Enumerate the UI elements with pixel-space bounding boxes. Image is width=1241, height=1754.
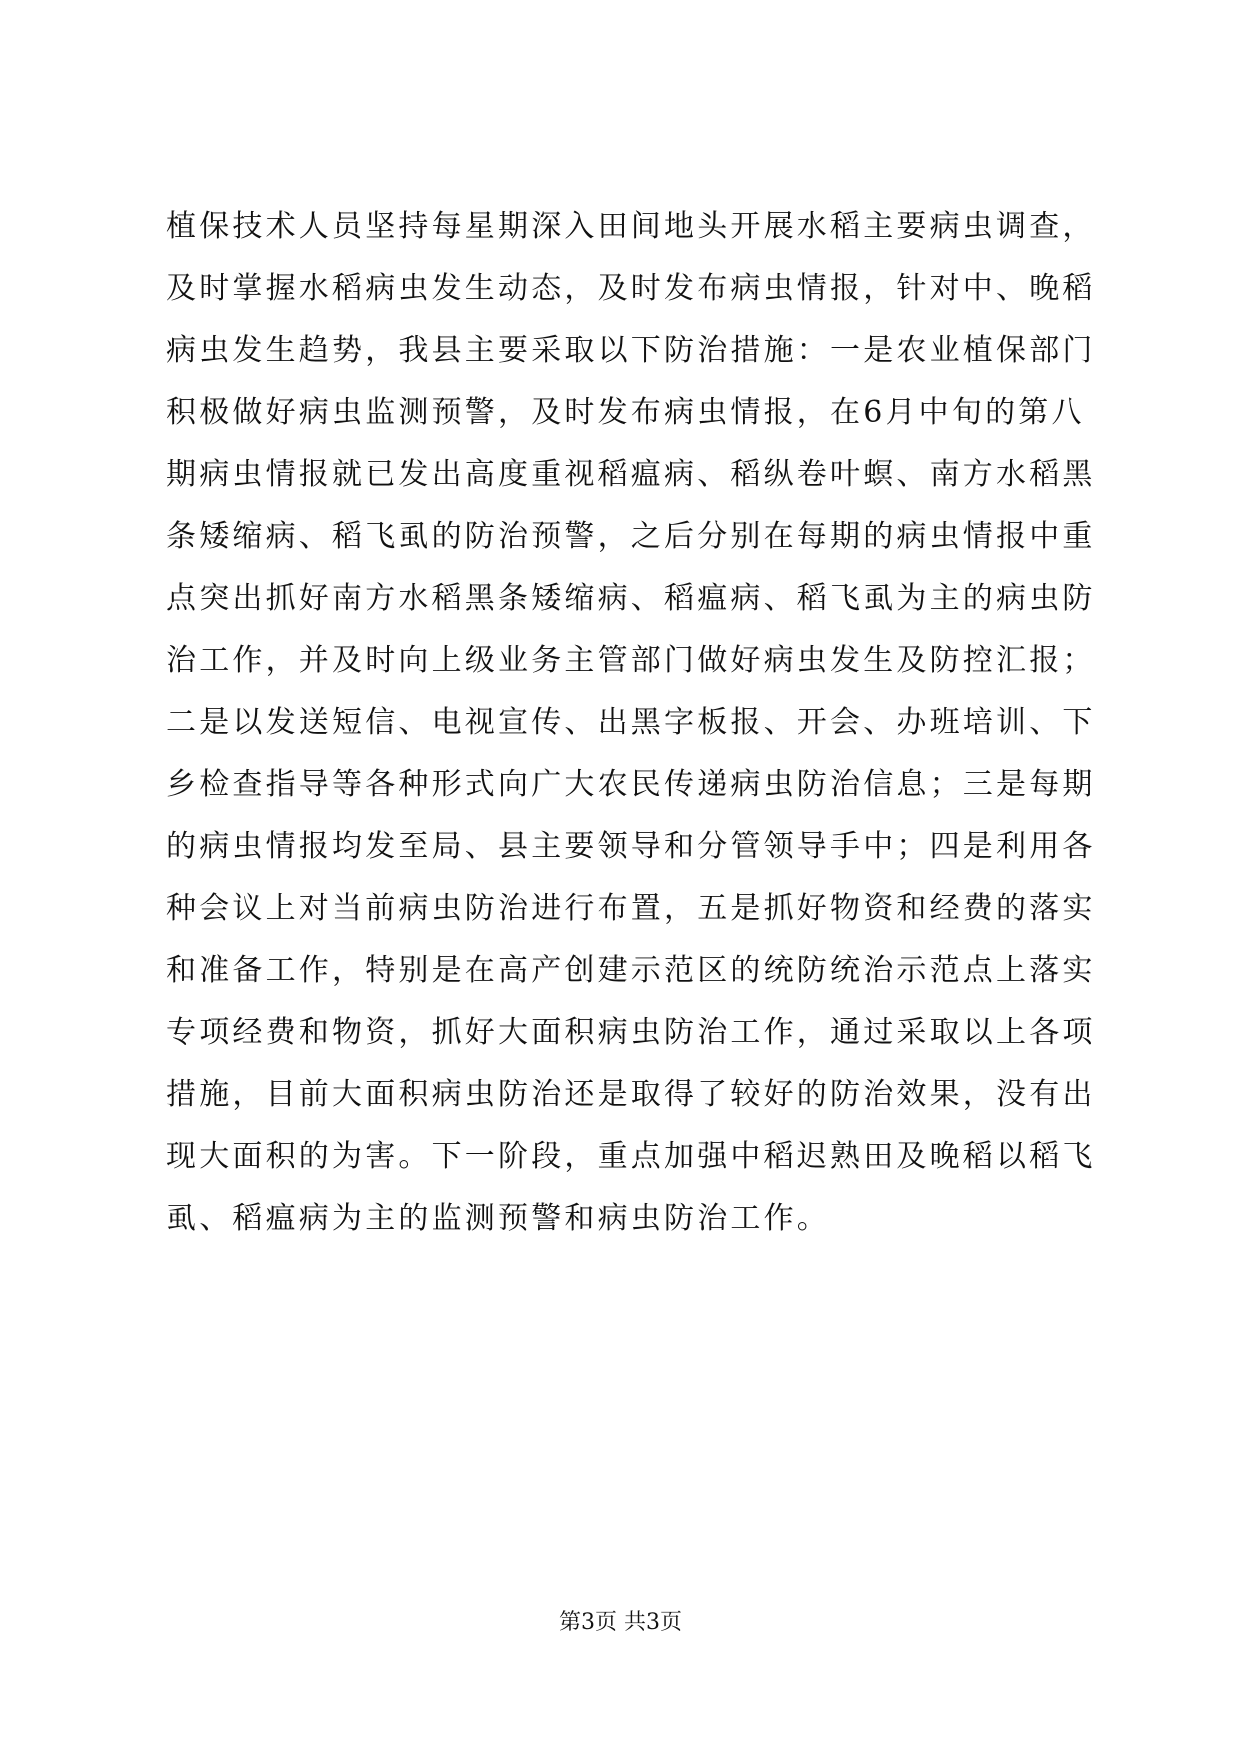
paragraph-line: 现大面积的为害。下一阶段，重点加强中稻迟熟田及晚稻以稻飞: [166, 1139, 1096, 1174]
paragraph-line: 乡检查指导等各种形式向广大农民传递病虫防治信息；三是每期: [166, 767, 1096, 802]
paragraph-line: 专项经费和物资，抓好大面积病虫防治工作，通过采取以上各项: [166, 1015, 1096, 1050]
paragraph-line: 措施，目前大面积病虫防治还是取得了较好的防治效果，没有出: [166, 1077, 1096, 1112]
paragraph-line: 治工作，并及时向上级业务主管部门做好病虫发生及防控汇报；: [166, 643, 1096, 678]
body-paragraph: [166, 196, 1096, 1250]
paragraph-line: 虱、稻瘟病为主的监测预警和病虫防治工作。: [166, 1201, 830, 1236]
paragraph-line: 积极做好病虫监测预警，及时发布病虫情报，在6月中旬的第八: [166, 395, 1085, 430]
page-number-footer: 第3页 共3页: [559, 1610, 682, 1635]
paragraph-line: 和准备工作，特别是在高产创建示范区的统防统治示范点上落实: [166, 953, 1096, 988]
paragraph-line: 点突出抓好南方水稻黑条矮缩病、稻瘟病、稻飞虱为主的病虫防: [166, 581, 1096, 616]
paragraph-line: 及时掌握水稻病虫发生动态，及时发布病虫情报，针对中、晚稻: [166, 271, 1096, 306]
paragraph-line: 期病虫情报就已发出高度重视稻瘟病、稻纵卷叶螟、南方水稻黑: [166, 457, 1096, 492]
paragraph-line: 的病虫情报均发至局、县主要领导和分管领导手中；四是利用各: [166, 829, 1096, 864]
paragraph-line: 种会议上对当前病虫防治进行布置，五是抓好物资和经费的落实: [166, 891, 1096, 926]
paragraph-line: 二是以发送短信、电视宣传、出黑字板报、开会、办班培训、下: [166, 705, 1096, 740]
paragraph-line: 条矮缩病、稻飞虱的防治预警，之后分别在每期的病虫情报中重: [166, 519, 1096, 554]
paragraph-line: 病虫发生趋势，我县主要采取以下防治措施：一是农业植保部门: [166, 333, 1096, 368]
paragraph-line: 植保技术人员坚持每星期深入田间地头开展水稻主要病虫调查，: [166, 209, 1096, 244]
